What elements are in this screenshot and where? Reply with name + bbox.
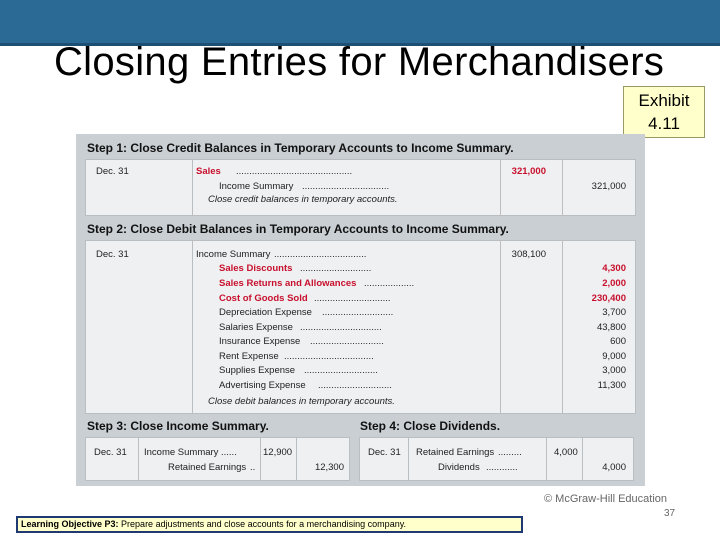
- credit-account: Sales Returns and Allowances: [219, 278, 357, 289]
- learning-objective-label: Learning Objective P3:: [21, 519, 119, 529]
- learning-objective-banner: [16, 516, 523, 533]
- credit-amount: 3,700: [602, 307, 626, 318]
- slide-title: Closing Entries for Merchandisers: [54, 40, 665, 84]
- leader-dots: ...........................: [322, 307, 394, 318]
- entry-note: Close debit balances in temporary accounts.: [208, 396, 395, 407]
- credit-account: Insurance Expense: [219, 336, 301, 347]
- leader-dots: ...................: [364, 278, 415, 289]
- exhibit-word: Exhibit: [638, 91, 690, 110]
- leader-dots: ...............................: [300, 322, 382, 333]
- leader-dots: ......: [221, 447, 237, 458]
- step4-heading: Step 4: Close Dividends.: [360, 419, 501, 433]
- entry-date: Dec. 31: [96, 166, 129, 177]
- credit-amount: 9,000: [602, 351, 626, 362]
- column-divider: [138, 438, 139, 480]
- step2-heading: Step 2: Close Debit Balances in Temporary Accounts to Income Summary.: [87, 222, 509, 236]
- credit-account: Cost of Goods Sold: [219, 293, 308, 304]
- leader-dots: ...........................: [300, 263, 372, 274]
- column-divider: [408, 438, 409, 480]
- learning-objective-text: Prepare adjustments and close accounts for a merchandising company.: [121, 519, 407, 529]
- leader-dots: ............: [486, 462, 518, 473]
- leader-dots: ...................................: [274, 249, 367, 260]
- column-divider: [192, 241, 193, 413]
- column-divider: [562, 160, 563, 215]
- credit-amount: 43,800: [596, 322, 626, 333]
- credit-account: Income Summary: [219, 181, 294, 192]
- credit-amount: 11,300: [597, 380, 626, 391]
- step1-journal: [85, 159, 636, 216]
- closing-entries-exhibit: [76, 134, 645, 486]
- credit-amount: 3,000: [602, 365, 626, 376]
- column-divider: [546, 438, 547, 480]
- credit-amount: 4,300: [602, 263, 626, 274]
- page-number: 37: [664, 508, 676, 519]
- entry-note: Close credit balances in temporary accounts.: [208, 194, 398, 205]
- debit-amount: 321,000: [511, 166, 546, 177]
- leader-dots: ..: [250, 462, 256, 473]
- credit-amount: 321,000: [591, 181, 626, 192]
- credit-account: Retained Earnings: [168, 462, 247, 473]
- column-divider: [582, 438, 583, 480]
- leader-dots: .........: [498, 447, 522, 458]
- credit-amount: 4,000: [602, 462, 626, 473]
- credit-account: Advertising Expense: [219, 380, 306, 391]
- column-divider: [500, 241, 501, 413]
- column-divider: [562, 241, 563, 413]
- credit-amount: 230,400: [591, 293, 626, 304]
- leader-dots: .................................: [302, 181, 390, 192]
- step2-journal: [85, 240, 636, 414]
- step3-journal: [85, 437, 350, 481]
- credit-amount: 12,300: [314, 462, 344, 473]
- debit-account: Income Summary: [144, 447, 219, 458]
- credit-amount: 2,000: [602, 278, 626, 289]
- leader-dots: ............................................: [236, 166, 353, 177]
- exhibit-number: 4.11: [648, 114, 680, 133]
- step4-journal: [359, 437, 634, 481]
- credit-account: Supplies Expense: [219, 365, 296, 376]
- leader-dots: ............................: [304, 365, 378, 376]
- debit-account: Retained Earnings: [416, 447, 495, 458]
- debit-account: Sales: [196, 166, 221, 177]
- debit-amount: 308,100: [511, 249, 546, 260]
- column-divider: [296, 438, 297, 480]
- credit-account: Sales Discounts: [219, 263, 293, 274]
- leader-dots: ............................: [318, 380, 392, 391]
- entry-date: Dec. 31: [94, 447, 127, 458]
- copyright-notice: © McGraw-Hill Education: [544, 493, 668, 505]
- leader-dots: ..................................: [284, 351, 374, 362]
- column-divider: [192, 160, 193, 215]
- debit-account: Income Summary: [196, 249, 271, 260]
- exhibit-label: [623, 86, 705, 138]
- credit-account: Dividends: [438, 462, 480, 473]
- step3-heading: Step 3: Close Income Summary.: [87, 419, 269, 433]
- debit-amount: 4,000: [554, 447, 578, 458]
- step1-heading: Step 1: Close Credit Balances in Temporary Accounts to Income Summary.: [87, 141, 514, 155]
- credit-account: Rent Expense: [219, 351, 279, 362]
- credit-account: Salaries Expense: [219, 322, 293, 333]
- credit-amount: 600: [610, 336, 626, 347]
- credit-account: Depreciation Expense: [219, 307, 312, 318]
- leader-dots: ............................: [310, 336, 384, 347]
- debit-amount: 12,900: [263, 447, 293, 458]
- entry-date: Dec. 31: [368, 447, 401, 458]
- column-divider: [260, 438, 261, 480]
- leader-dots: .............................: [314, 293, 391, 304]
- entry-date: Dec. 31: [96, 249, 129, 260]
